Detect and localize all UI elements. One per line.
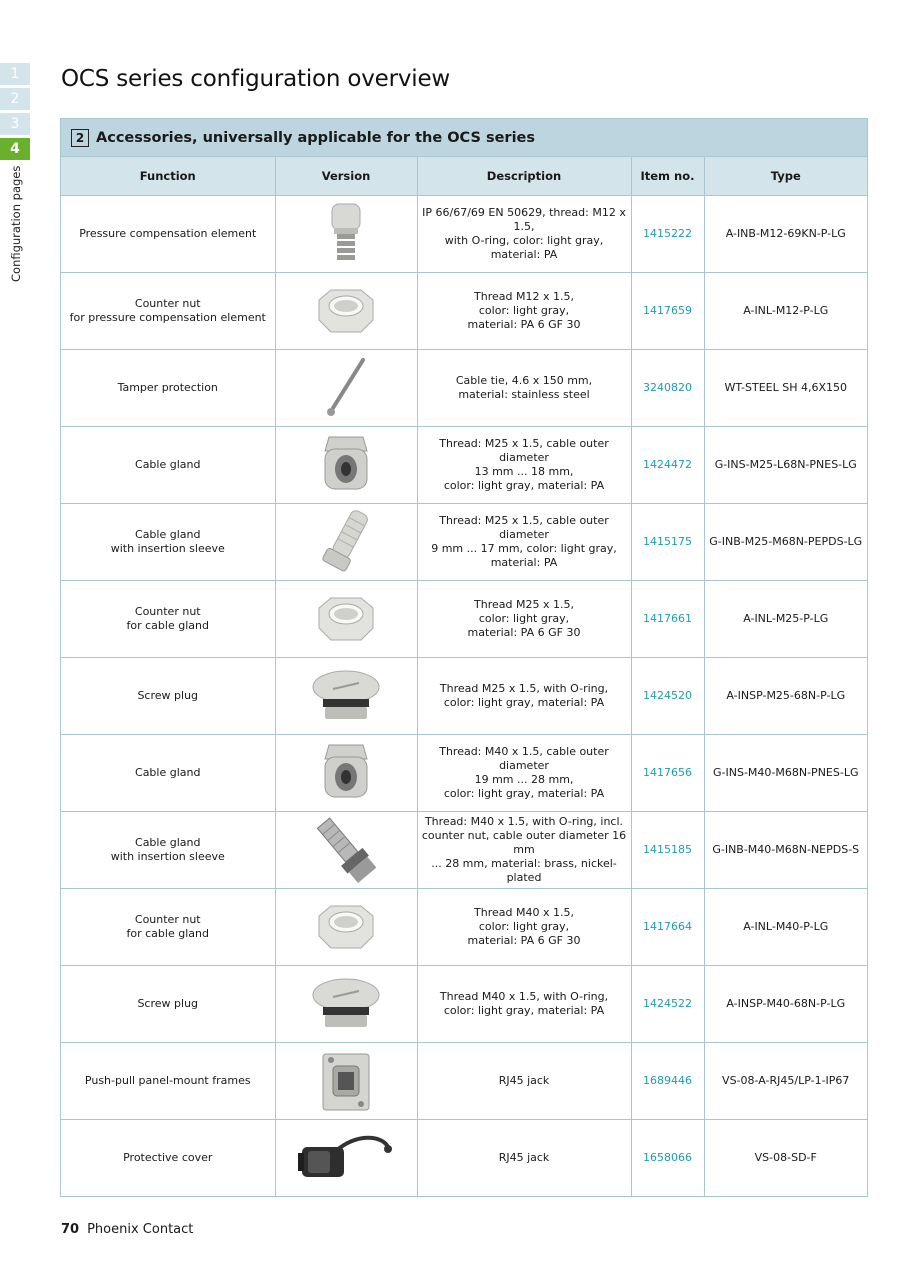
cell-function: Screw plug: [61, 966, 275, 1043]
table-row: [61, 273, 867, 350]
cell-function: Protective cover: [61, 1120, 275, 1197]
cell-description: Thread M12 x 1.5, color: light gray, material: PA 6 GF 30: [417, 273, 631, 350]
cell-function: Counter nut for cable gland: [61, 889, 275, 966]
table-row: [61, 350, 867, 427]
table-row: [61, 581, 867, 658]
cell-type: G-INB-M25-M68N-PEPDS-LG: [704, 504, 867, 581]
cell-function: Tamper protection: [61, 350, 275, 427]
cell-version: [275, 658, 417, 735]
chapter-tab-3[interactable]: 3: [0, 113, 30, 135]
panel-mount-frame-icon: [276, 1046, 417, 1116]
cell-item-no-link[interactable]: 1417661: [631, 581, 704, 658]
cell-description: RJ45 jack: [417, 1120, 631, 1197]
cell-function: Cable gland: [61, 735, 275, 812]
col-header-type: Type: [704, 157, 867, 196]
cable-gland-icon: [276, 739, 417, 807]
cell-description: Thread M40 x 1.5, with O-ring, color: light gray, material: PA: [417, 966, 631, 1043]
cell-version: [275, 1043, 417, 1120]
cell-version: [275, 350, 417, 427]
section-number: 2: [71, 129, 89, 147]
cell-description: IP 66/67/69 EN 50629, thread: M12 x 1.5, with O-ring, color: light gray, material: PA: [417, 196, 631, 273]
table-row: [61, 966, 867, 1043]
cell-item-no-link[interactable]: 1415185: [631, 812, 704, 889]
cell-item-no-link[interactable]: 1417656: [631, 735, 704, 812]
table-row: [61, 504, 867, 581]
table-row: [61, 1120, 867, 1197]
chapter-tab-2[interactable]: 2: [0, 88, 30, 110]
screw-plug-icon: [276, 975, 417, 1033]
cable-tie-icon: [276, 356, 417, 420]
chapter-tab-1[interactable]: 1: [0, 63, 30, 85]
cell-item-no-link[interactable]: 1417664: [631, 889, 704, 966]
page-footer: [61, 1222, 193, 1237]
table-row: [61, 812, 867, 889]
chapter-tabs: [0, 63, 30, 163]
counter-nut-icon: [276, 594, 417, 644]
cell-function: Pressure compensation element: [61, 196, 275, 273]
cell-description: Thread: M40 x 1.5, cable outer diameter 19 mm ... 28 mm, color: light gray, material: PA: [417, 735, 631, 812]
cell-version: [275, 504, 417, 581]
cell-item-no-link[interactable]: 1415175: [631, 504, 704, 581]
table-row: [61, 1043, 867, 1120]
cell-description: Thread: M40 x 1.5, with O-ring, incl. counter nut, cable outer diameter 16 mm ... 28 mm, material: brass, nickel-plated: [417, 812, 631, 889]
cell-description: Thread M25 x 1.5, with O-ring, color: light gray, material: PA: [417, 658, 631, 735]
cell-version: [275, 966, 417, 1043]
table-row: [61, 658, 867, 735]
cell-item-no-link[interactable]: 1424472: [631, 427, 704, 504]
cable-gland-sleeve-icon: [276, 507, 417, 577]
cell-description: Thread M25 x 1.5, color: light gray, material: PA 6 GF 30: [417, 581, 631, 658]
cell-version: [275, 1120, 417, 1197]
cell-type: A-INL-M25-P-LG: [704, 581, 867, 658]
cell-description: RJ45 jack: [417, 1043, 631, 1120]
cell-function: Push-pull panel-mount frames: [61, 1043, 275, 1120]
cell-type: VS-08-SD-F: [754, 1151, 817, 1164]
cell-type: G-INB-M40-M68N-NEPDS-S: [704, 812, 867, 889]
cell-type: G-INS-M25-L68N-PNES-LG: [704, 427, 867, 504]
counter-nut-icon: [276, 902, 417, 952]
cell-type: A-INL-M12-P-LG: [704, 273, 867, 350]
section-vertical-label: Configuration pages: [9, 165, 23, 282]
cell-version: [275, 273, 417, 350]
protective-cover-icon: [276, 1131, 417, 1185]
page-number: 70: [61, 1222, 80, 1237]
cell-item-no-link[interactable]: 1424522: [631, 966, 704, 1043]
metal-cable-gland-icon: [276, 815, 417, 885]
cell-type: VS-08-A-RJ45/LP-1-IP67: [704, 1043, 867, 1120]
cell-type: WT-STEEL SH 4,6X150: [704, 350, 867, 427]
col-header-description: Description: [417, 157, 631, 196]
cable-gland-icon: [276, 431, 417, 499]
col-header-function: Function: [61, 157, 275, 196]
cell-description: Thread: M25 x 1.5, cable outer diameter 9 mm ... 17 mm, color: light gray, material: PA: [417, 504, 631, 581]
cell-function: Cable gland: [61, 427, 275, 504]
chapter-tab-4[interactable]: 4: [0, 138, 30, 160]
cell-version: [275, 196, 417, 273]
page-title: OCS series configuration overview: [61, 66, 451, 92]
cell-item-no-link[interactable]: 1415222: [631, 196, 704, 273]
cell-type: A-INL-M40-P-LG: [704, 889, 867, 966]
cell-item-no-link[interactable]: 3240820: [631, 350, 704, 427]
cell-type: A-INSP-M40-68N-P-LG: [704, 966, 867, 1043]
cell-item-no-link[interactable]: 1689446: [631, 1043, 704, 1120]
cell-description: Thread M40 x 1.5, color: light gray, material: PA 6 GF 30: [417, 889, 631, 966]
cell-function: Counter nut for pressure compensation element: [61, 273, 275, 350]
cell-version: [275, 889, 417, 966]
cell-function: Screw plug: [61, 658, 275, 735]
table-header-row: [61, 157, 867, 196]
section-header: [61, 119, 867, 157]
table-row: [61, 427, 867, 504]
cell-type: G-INS-M40-M68N-PNES-LG: [704, 735, 867, 812]
screw-plug-icon: [276, 667, 417, 725]
cell-item-no-link[interactable]: 1658066: [631, 1120, 704, 1197]
counter-nut-icon: [276, 286, 417, 336]
cell-type: A-INB-M12-69KN-P-LG: [704, 196, 867, 273]
col-header-item-no: Item no.: [631, 157, 704, 196]
cell-type: A-INSP-M25-68N-P-LG: [704, 658, 867, 735]
table-row: [61, 889, 867, 966]
company-name: Phoenix Contact: [87, 1222, 194, 1237]
pressure-compensation-element-icon: [276, 200, 417, 268]
cell-version: [275, 735, 417, 812]
cell-version: [275, 812, 417, 889]
cell-function: Cable gland with insertion sleeve: [61, 812, 275, 889]
table-row: [61, 196, 867, 273]
cell-description: Cable tie, 4.6 x 150 mm, material: stainless steel: [417, 350, 631, 427]
cell-function: Counter nut for cable gland: [61, 581, 275, 658]
section-title: Accessories, universally applicable for the OCS series: [96, 129, 536, 146]
accessories-table: [60, 118, 868, 1197]
cell-item-no-link[interactable]: 1417659: [631, 273, 704, 350]
cell-function: Cable gland with insertion sleeve: [61, 504, 275, 581]
cell-item-no-link[interactable]: 1424520: [631, 658, 704, 735]
cell-description: Thread: M25 x 1.5, cable outer diameter 13 mm ... 18 mm, color: light gray, material: PA: [417, 427, 631, 504]
cell-version: [275, 581, 417, 658]
cell-version: [275, 427, 417, 504]
table-row: [61, 735, 867, 812]
col-header-version: Version: [275, 157, 417, 196]
